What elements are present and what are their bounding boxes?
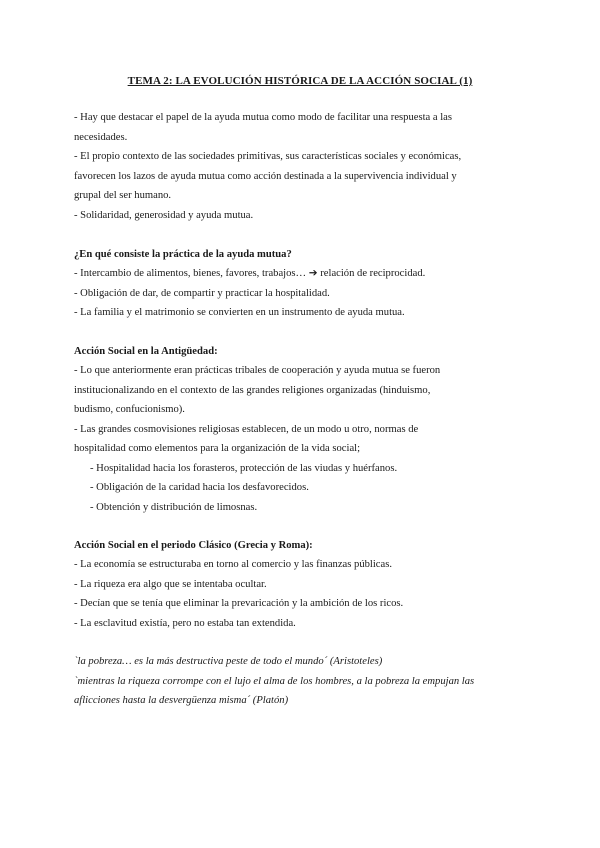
intro-line: - Solidaridad, generosidad y ayuda mutua. [74,210,254,221]
section-line: - Las grandes cosmovisiones religiosas establecen, de un modo u otro, normas de [74,424,419,435]
section-heading: Acción Social en la Antigüedad: [74,346,218,357]
section-line: - Lo que anteriormente eran prácticas tribales de cooperación y ayuda mutua se fueron [74,365,441,376]
intro-line: necesidades. [74,132,128,143]
section-line: - La economía se estructuraba en torno al comercio y las finanzas públicas. [74,559,392,570]
section-line: - Obligación de dar, de compartir y practicar la hospitalidad. [74,288,330,299]
quote-line: `mientras la riqueza corrompe con el lujo el alma de los hombres, a la pobreza la empujan las [74,676,475,687]
section-line: - La riqueza era algo que se intentaba ocultar. [74,579,267,590]
section-line: - La familia y el matrimonio se convierten en un instrumento de ayuda mutua. [74,307,405,318]
section-line: - Intercambio de alimentos, bienes, favores, trabajos… ➔ relación de reciprocidad. [74,268,426,279]
section-heading: ¿En qué consiste la práctica de la ayuda mutua? [74,249,292,260]
page-title: TEMA 2: LA EVOLUCIÓN HISTÓRICA DE LA ACCIÓN SOCIAL (1) [127,75,473,87]
intro-line: favorecen los lazos de ayuda mutua como acción destinada a la supervivencia individual y [74,171,457,182]
section-line: hospitalidad como elementos para la organización de la vida social; [74,443,361,454]
section-subline: - Obtención y distribución de limosnas. [90,502,258,513]
section-line: institucionalizando en el contexto de las grandes religiones organizadas (hinduismo, [74,385,431,396]
section-subline: - Hospitalidad hacia los forasteros, protección de las viudas y huérfanos. [90,463,398,474]
section-subline: - Obligación de la caridad hacia los desfavorecidos. [90,482,309,493]
section-heading: Acción Social en el periodo Clásico (Grecia y Roma): [74,540,313,551]
quote-line: `la pobreza… es la más destructiva peste de todo el mundo´ (Aristoteles) [74,656,383,667]
intro-line: grupal del ser humano. [74,190,172,201]
section-line: - La esclavitud existía, pero no estaba tan extendida. [74,618,296,629]
section-line: budismo, confucionismo). [74,404,185,415]
intro-line: - Hay que destacar el papel de la ayuda mutua como modo de facilitar una respuesta a las [74,112,452,123]
quote-line: aflicciones hasta la desvergüenza misma´ (Platón) [74,695,289,706]
section-line: - Decían que se tenía que eliminar la prevaricación y la ambición de los ricos. [74,598,404,609]
intro-line: - El propio contexto de las sociedades primitivas, sus características sociales y económicas, [74,151,462,162]
